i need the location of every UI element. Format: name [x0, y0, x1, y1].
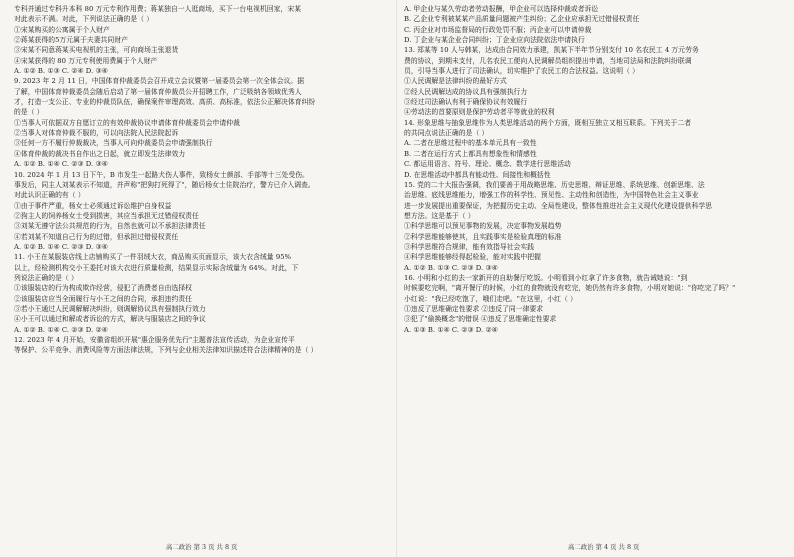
text-line: ④宋某获得的 80 万元专利使用费属于个人财产	[14, 56, 158, 65]
text-line: ③经过司法确认有利于确保协议有效履行	[404, 98, 528, 107]
text-line: 15. 党的二十大报告强调，我们要善于用战略思维、历史思维、辩证思维、系统思维、创新思维、法	[404, 180, 705, 189]
text-line: 费的协议，到期未支付，几名农民工便向人民调解员组织提出申请，当地司法局和法院纠纷联调	[404, 56, 692, 65]
text-line: B. 乙企业专利被某某产品质量问题被产生纠纷；乙企业应承担无过错侵权责任	[404, 15, 640, 24]
page-4-footer: 高二政治 第 4 页 共 8 页	[568, 543, 640, 551]
text-line: A. ①② B. ①④ C. ②③ D. ③④	[14, 160, 108, 169]
text-line: ②科学思维能够使其，且实践事实是检验真理的标准	[404, 232, 562, 241]
text-line: ③科学思维符合规律，能有效指导社会实践	[404, 242, 535, 251]
page-3-column	[14, 4, 392, 540]
text-line: ③任何一方不履行仲裁裁决，当事人可向仲裁委员会申请强制执行	[14, 139, 213, 148]
text-line: ①宋某购买的公寓属于个人财产	[14, 25, 110, 34]
page-3-footer: 高二政治 第 3 页 共 8 页	[166, 543, 238, 551]
text-line: ①该服装店的行为构成欺诈经营，侵犯了消费者自由选择权	[14, 284, 193, 293]
text-line: 的共同点说法正确的是（ ）	[404, 129, 489, 138]
text-line: 小红说："我已经吃饱了，哦们走吧。"在这里，小红（ ）	[404, 294, 577, 303]
page-4-column	[404, 4, 780, 540]
text-line: ①科学思维可以预见事物的发展，决定事物发展趋势	[404, 222, 562, 231]
text-line: A. ①② B. ①③ C. ②③ D. ③④	[404, 263, 498, 272]
text-line: 13. 郑某等 10 人与韩某，达成由合同效力承建，凯某下半年节分别支付 10 名农民工 4 万元劳务	[404, 46, 699, 55]
text-line: 了解，中国体育仲裁委员会随后启动了第一届体育仲裁员公开招聘工作，广泛吸纳各领域优秀人	[14, 87, 302, 96]
text-line: ②狗主人的饲养杨女士受到损害，其应当承担无过错侵权责任	[14, 211, 199, 220]
text-line: 才，打造一支公正、专业的仲裁员队伍，确保案件审理高效、高质、高标准，依法公正解决体育纠纷	[14, 98, 316, 107]
text-line: A. ①③ B. ①④ C. ②③ D. ②④	[404, 325, 498, 334]
text-line: ②当事人对体育仲裁不服的，可以向法院人民法院起诉	[14, 129, 179, 138]
text-line: 对此认识正确的有（ ）	[14, 191, 85, 200]
text-line: A. ①② B. ①④ C. ②③ D. ②④	[14, 325, 108, 334]
text-line: ①当事人可依据双方自愿订立的有效仲裁协议申请体育仲裁委员会申请仲裁	[14, 118, 240, 127]
text-line: ②经人民调解达成的协议具有强制执行力	[404, 87, 528, 96]
text-line: 列说法正确的是（ ）	[14, 273, 78, 282]
text-line: ①违反了思维确定性要求 ②违反了同一律要求	[404, 304, 544, 313]
text-line: 11. 小王在某服装店线上店铺购买了一件羽绒大衣，商品购买页面显示，该大衣含绒量 95%	[14, 253, 292, 262]
text-line: ①由于事件严重，杨女士必须通过诉讼维护自身权益	[14, 201, 172, 210]
text-line: ③若小王通过人民调解解决纠纷，则调解协议具有强制执行效力	[14, 304, 206, 313]
text-line: ②该服装店应当全面履行与小王之间的合同，承担违约责任	[14, 294, 193, 303]
text-line: B. 二者在运行方式上都具有想象性和情感性	[404, 149, 537, 158]
text-line: 进一步发展提出重要保证，为把握历史主动、全局性建设，整体性推进社会主义现代化建设提供科学思	[404, 201, 713, 210]
text-line: ④体育仲裁的裁决书自作出之日起，就立即发生法律效力	[14, 149, 186, 158]
text-line: ④劳动法的首要原则是保护劳动者平等就业的权利	[404, 108, 555, 117]
text-line: 员，引导当事人进行了司法确认，切实维护了农民工的合法权益。这说明（ ）	[404, 67, 640, 76]
text-line: ③刘某无遵守法公共规范的行为，自然也就可以不承担法律责任	[14, 222, 206, 231]
text-line: ①人民调解是法律纠纷的最好方式	[404, 77, 507, 86]
text-line: ②蒋某获得的5万元属于夫妻共同财产	[14, 36, 128, 45]
text-line: 9. 2023 年 2 月 11 日，中国体育仲裁委员会召开成立会议暨第一届委员会第一次全体会议。据	[14, 77, 305, 86]
text-line: ③犯了"偷换概念"的错误 ④违反了思维确定性要求	[404, 315, 557, 324]
text-line: D. 在思维活动中都具有能动性、间接性和概括性	[404, 170, 551, 179]
page-divider	[396, 0, 397, 557]
text-line: A. 甲企业与某久劳动者劳动报酬，甲企业可以选择仲裁或者诉讼	[404, 5, 599, 13]
text-line: 12. 2023 年 4 月开始，安徽省组织开展"惠企服务优先行"主题普法宣传活动，为企业宣传平	[14, 336, 295, 344]
text-line: 时候要吃完啊，"离开餐厅的时候，小红的食物就没有吃完，她仍然有许多食物，小明对她说："你吃完了吗？"	[404, 284, 736, 293]
text-line: C. 丙企业对市场监督局的行政处罚不服；丙企业可以申请仲裁	[404, 25, 592, 34]
text-line: D. 丁企业与某企业合同纠纷；丁企业应向法院依法申请执行	[404, 36, 585, 45]
text-line: C. 都运用语言、符号、理论、概念、数学进行思维活动	[404, 160, 571, 169]
text-line: 的是（ ）	[14, 108, 44, 117]
text-line: 治思维、底线思维能力，增强工作的科学性、预见性、主动性和创造性，为中国特色社会主义事业	[404, 191, 699, 200]
text-line: 10. 2024 年 1 月 13 日下午，B 市发生一起路犬伤人事件，致杨女士颜部、手部等十三处受伤。	[14, 170, 309, 179]
text-line: 16. 小明和小红的去一家新开的自助餐厅吃饭。小明看到小红拿了许多食物，就告诫她说："到	[404, 273, 688, 282]
text-line: 事发后，同主人刘某表示不知道，并声称"把狗打死得了"，随后杨女士住院治疗，警方已介入调查。	[14, 180, 315, 189]
text-line: A. ①② B. ①④ C. ②③ D. ③④	[14, 242, 108, 251]
text-line: A. 二者在思维过程中的基本单元具有一致性	[404, 139, 537, 148]
text-line: ④小王可以通过和解或者诉讼的方式，解决与服装店之间的争议	[14, 315, 206, 324]
text-line: ④科学思维能够经得起检验，能对实践中把握	[404, 253, 541, 262]
text-line: 14. 形象思维与抽象思维作为人类思维活动的两个方面，既相互独立又相互联系。下列关于二者	[404, 118, 692, 127]
text-line: 想方法。这是基于（ ）	[404, 211, 475, 220]
text-line: 对此表示不满。对此，下列说法正确的是（ ）	[14, 15, 154, 24]
text-line: 等保护、公平竞争、消费风险等方面法律法规，下列与企业相关法律知识描述符合法律精神的是（ ）	[14, 346, 318, 355]
text-line: A. ①② B. ①③ C. ②④ D. ③④	[14, 67, 108, 76]
text-line: ③宋某不同意蒋某买电视机的主张，可向商场主张退货	[14, 46, 179, 55]
text-line: ④若刘某不知道自己行为的过错，但承担过错侵权责任	[14, 232, 179, 241]
text-line: 专科并通过专科升本科 80 万元专利作用费；蒋某独自一人逛商场，买下一台电视机回家，宋某	[14, 5, 302, 13]
text-line: 以上，经检测机构交小王委托对该大衣进行质量检测，结果显示实际含绒量为 64%。对此，下	[14, 263, 299, 272]
